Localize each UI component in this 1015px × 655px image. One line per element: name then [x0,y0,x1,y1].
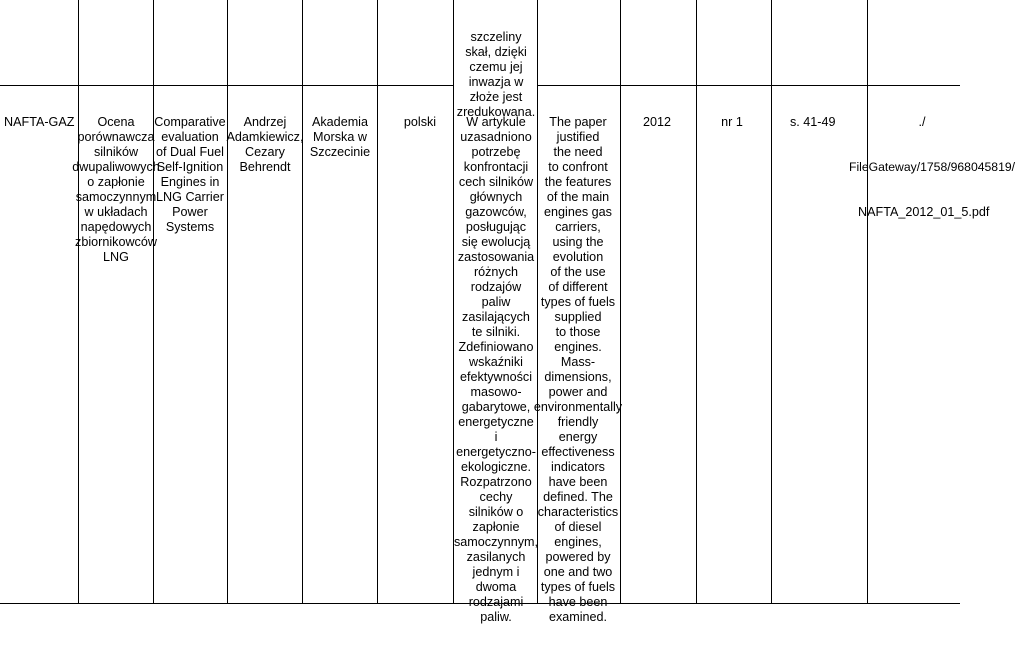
title-en-cell: Comparative evaluation of Dual Fuel Self-Ignition Engines in LNG Carrier Power Systems [154,115,226,234]
affiliation-cell: Akademia Morska w Szczecinie [309,115,371,159]
abstract-pl-cell: W artykule uzasadniono potrzebę konfrontacji cech silników głównych gazowców, posługując się ewolucją zastosowania różnych rodzajów paliw zasilających te silniki. Zdefiniowano wskaźniki efektywności masowo- gabarytowe, energetyczne i energetyczno- ekologiczne. Rozpatrzono cechy silników o zapłonie samoczynnym, zasilanych jednym i dwoma rodzajami paliw. [454,115,538,624]
title-pl-cell: Ocena porównawcza silników dwupaliwowych o zapłonie samoczynnym w układach napędowych zbiornikowców LNG [72,115,160,264]
issue-cell: nr 1 [721,115,743,129]
journal-cell: NAFTA-GAZ [4,115,75,129]
abstract-pl-overflow: szczeliny skał, dzięki czemu jej inwazja w złoże jest zredukowana. [456,30,536,119]
grid-line [771,0,772,604]
file-link-cell[interactable]: ./ FileGateway/1758/968045819/ NAFTA_2012_01_5.pdf [849,115,1015,219]
authors-cell: Andrzej Adamkiewicz, Cezary Behrendt [226,115,304,174]
abstract-en-cell: The paper justified the need to confront the features of the main engines gas carriers, using the evolution of the use of different types of fuels supplied to those engines. Mass- dimensions, power and environmentally friendly energy effectiveness indicators have been defined. The characteristics of diesel engines, powered by one and two types of fuels have been examined. [533,115,623,624]
language-cell: polski [403,115,437,129]
year-cell: 2012 [642,115,672,129]
pages-cell: s. 41-49 [790,115,836,129]
